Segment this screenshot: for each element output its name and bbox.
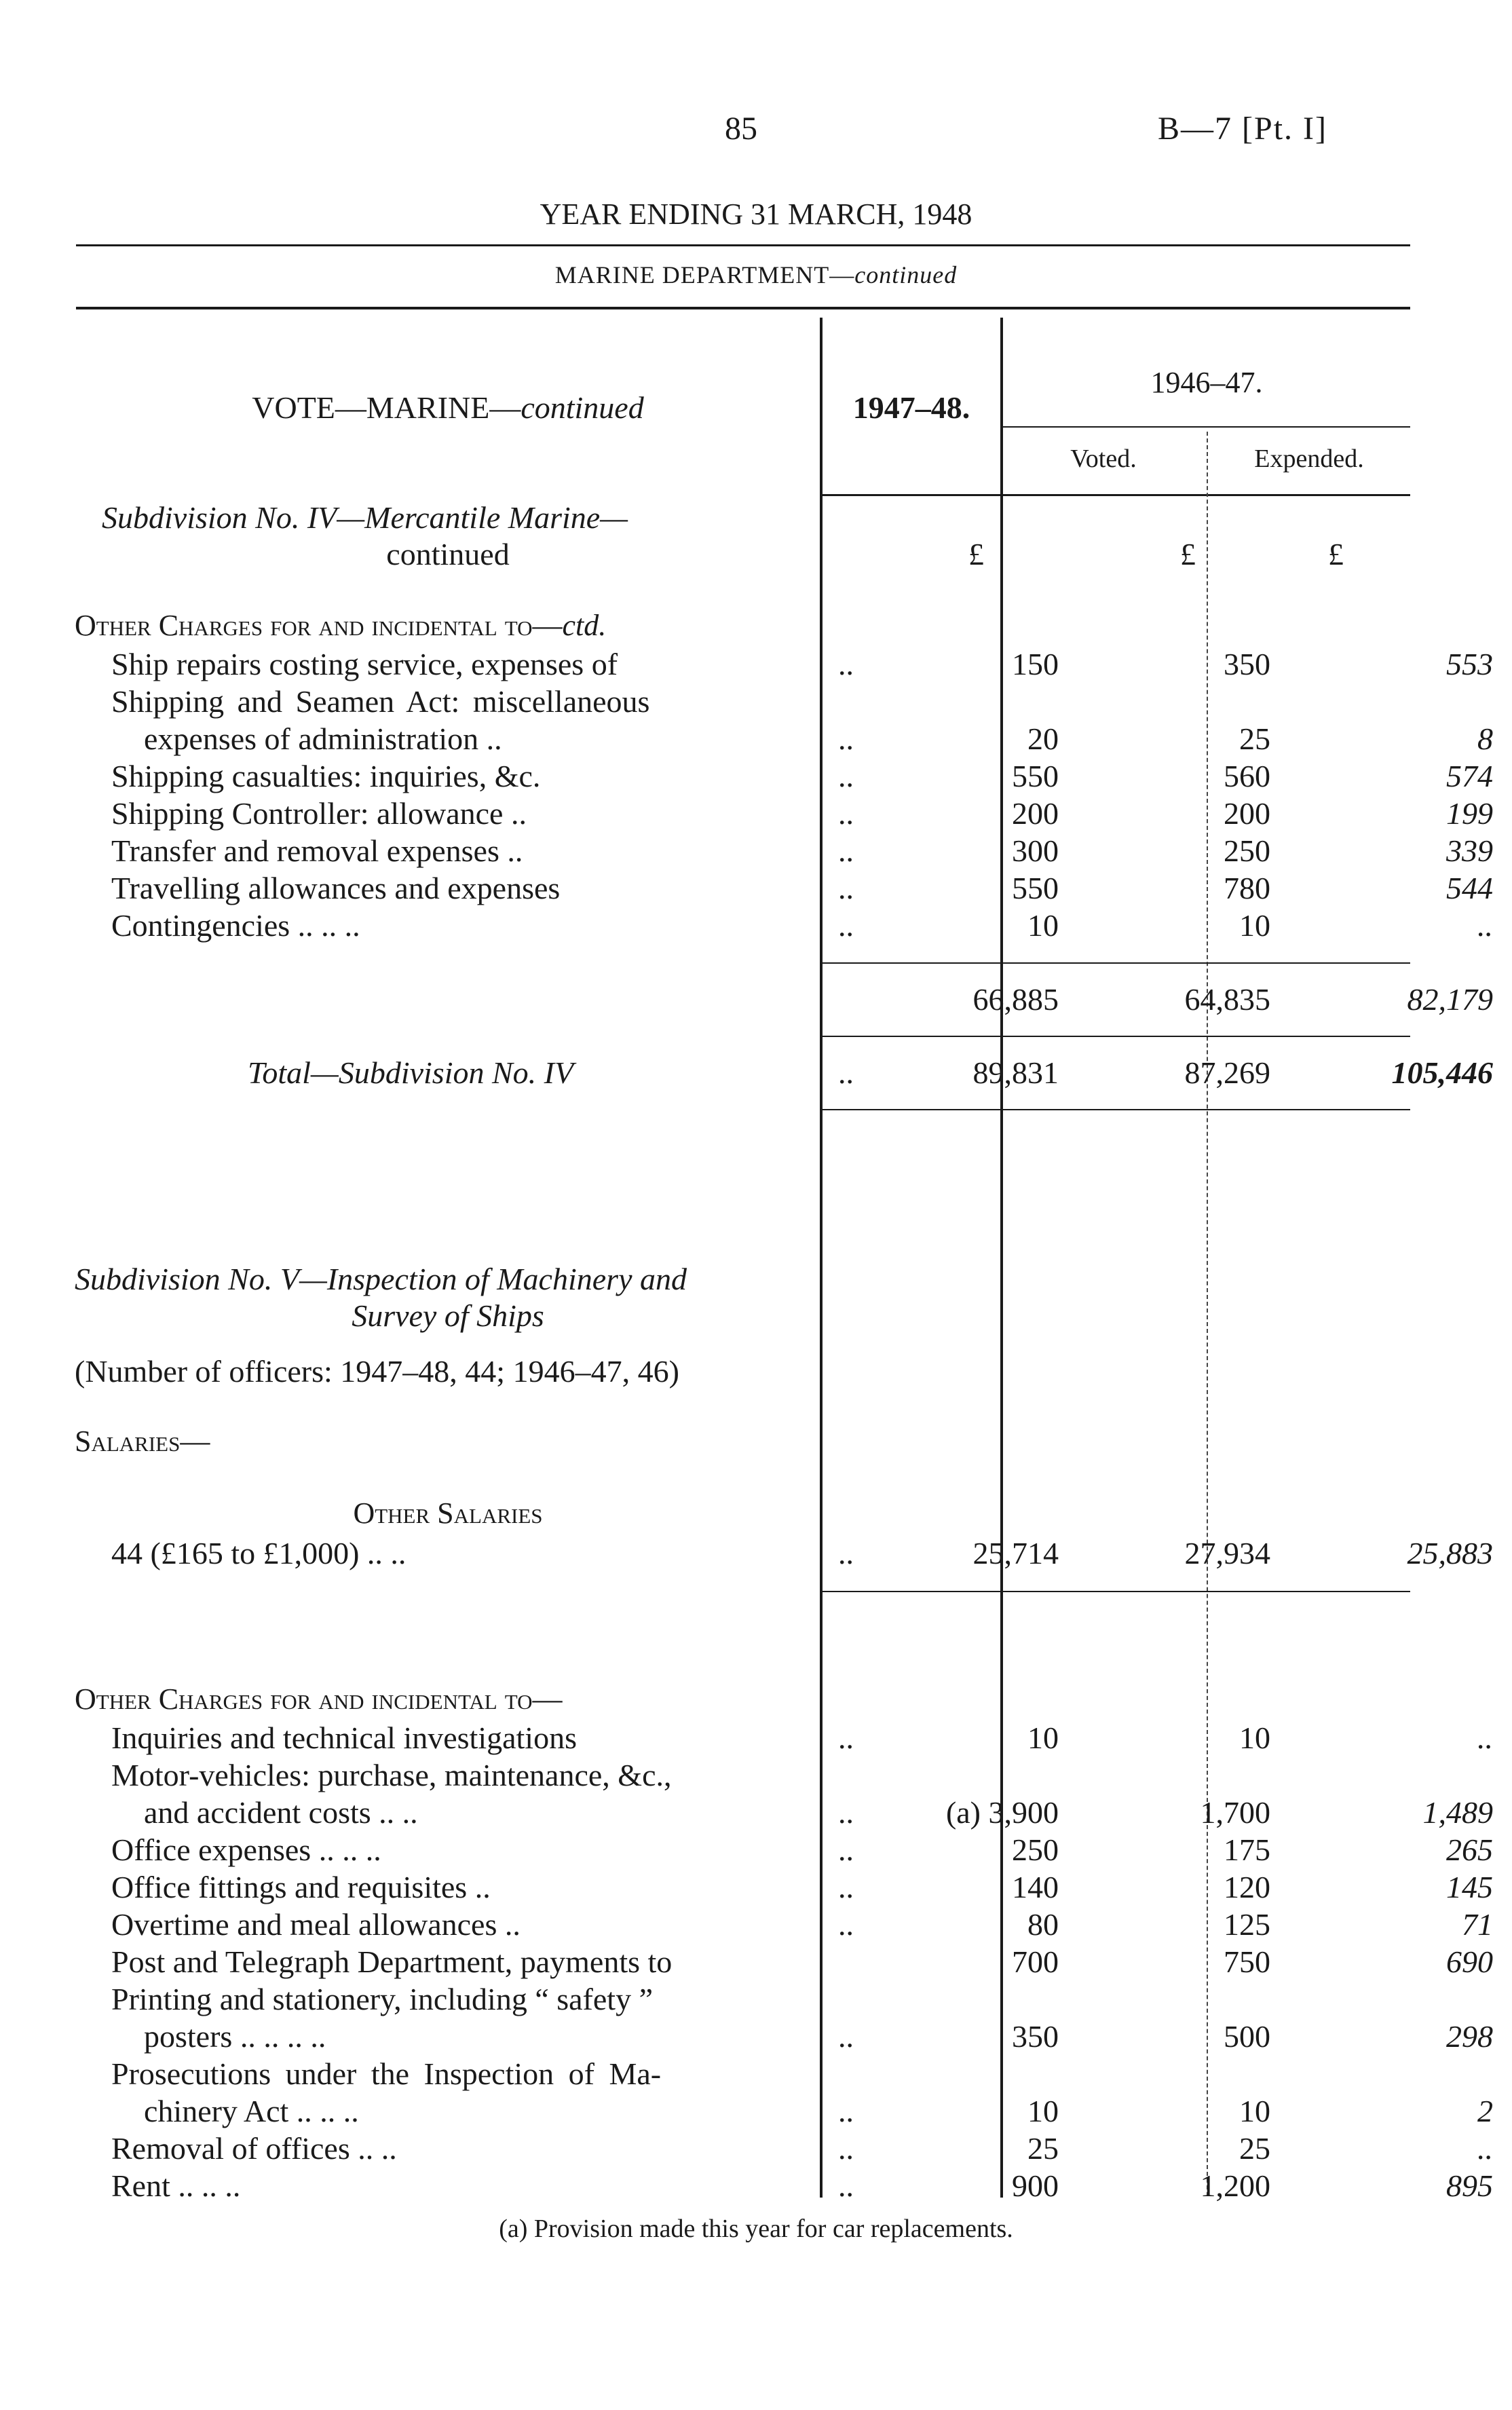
- currency-expended: £: [1328, 537, 1344, 571]
- leader-dots: ..: [838, 796, 854, 831]
- value-1947: 140: [1012, 1870, 1059, 1904]
- value-voted: 10: [1239, 1720, 1270, 1755]
- value-voted: 1,200: [1200, 2168, 1270, 2203]
- salaries-heading: Salaries—: [75, 1425, 210, 1458]
- subdivision-v-heading-line2: Survey of Ships: [352, 1298, 544, 1333]
- salary-rule: [823, 1591, 1410, 1592]
- other-charges-heading-iv: Other Charges for and incidental to—ctd.: [75, 609, 607, 642]
- value-expended: 265: [1446, 1832, 1493, 1867]
- table-row: [75, 907, 1493, 944]
- leader-dots: ..: [838, 1720, 854, 1755]
- value-voted: 200: [1224, 796, 1270, 831]
- row-label: posters .. .. .. ..: [144, 2019, 326, 2054]
- table-row: [75, 2130, 1493, 2167]
- value-voted: 175: [1224, 1832, 1270, 1867]
- table-row: [75, 1869, 1493, 1906]
- table-row: [75, 683, 1432, 720]
- row-label: Ship repairs costing service, expenses of: [111, 647, 618, 681]
- value-expended: ..: [1477, 2131, 1493, 2166]
- table-row: [75, 1944, 1493, 1980]
- value-1947: 25: [1027, 2131, 1059, 2166]
- value-expended: 544: [1446, 871, 1493, 905]
- salary-row: [75, 1535, 1493, 1572]
- row-label: Travelling allowances and expenses: [111, 871, 561, 905]
- value-voted: 125: [1224, 1907, 1270, 1942]
- value-expended: 895: [1446, 2168, 1493, 2203]
- column-1947-48: 1947–48.: [852, 390, 970, 425]
- value-voted: 25: [1239, 2131, 1270, 2166]
- value-expended: 2: [1477, 2094, 1493, 2128]
- table-row: [75, 2168, 1493, 2204]
- leader-dots: ..: [838, 871, 854, 905]
- value-1947: 80: [1027, 1907, 1059, 1942]
- leader-dots: ..: [838, 1536, 854, 1570]
- currency-voted: £: [1180, 537, 1196, 571]
- value-1947: 550: [1012, 759, 1059, 793]
- leader-dots: ..: [838, 1907, 854, 1942]
- value-voted: 10: [1239, 908, 1270, 943]
- value-1947: 250: [1012, 1832, 1059, 1867]
- leader-dots: ..: [838, 721, 854, 756]
- row-label: Post and Telegraph Department, payments to: [111, 1944, 673, 1979]
- subtotal-expended: 82,179: [1407, 982, 1493, 1017]
- department-title: MARINE DEPARTMENT—continued: [554, 261, 958, 288]
- table-row: [75, 758, 1493, 795]
- value-expended: 339: [1446, 833, 1493, 868]
- table-row: [75, 1757, 1432, 1794]
- value-1947: 150: [1012, 647, 1059, 681]
- row-label: 44 (£165 to £1,000) .. ..: [111, 1536, 407, 1570]
- page-number: 85: [725, 111, 757, 147]
- total-label: Total—Subdivision No. IV: [248, 1055, 574, 1090]
- value-voted: 250: [1224, 833, 1270, 868]
- table-row: [75, 721, 1493, 757]
- table-row: [75, 2018, 1493, 2055]
- value-voted: 500: [1224, 2019, 1270, 2054]
- leader-dots: ..: [838, 1832, 854, 1867]
- table-row: [75, 1832, 1493, 1868]
- row-label: and accident costs .. ..: [144, 1795, 418, 1830]
- row-label: Motor-vehicles: purchase, maintenance, &c.,: [111, 1758, 672, 1792]
- table-row: [75, 2093, 1493, 2130]
- value-1947: 10: [1027, 2094, 1059, 2128]
- value-expended: 8: [1477, 721, 1493, 756]
- leader-dots: ..: [838, 2168, 854, 2203]
- total-rule: [823, 1036, 1410, 1037]
- value-1947: (a) 3,900: [945, 1795, 1059, 1830]
- value-voted: 350: [1224, 647, 1270, 681]
- row-label: Office fittings and requisites ..: [111, 1870, 491, 1904]
- column-expended: Expended.: [1254, 445, 1364, 473]
- value-voted: 750: [1224, 1944, 1270, 1979]
- table-row: [75, 833, 1493, 869]
- total-bottom-rule: [823, 1109, 1410, 1110]
- value-expended: 71: [1462, 1907, 1493, 1942]
- row-label: Inquiries and technical investigations: [111, 1720, 577, 1755]
- other-charges-heading-v: Other Charges for and incidental to—: [75, 1682, 563, 1716]
- page-title: YEAR ENDING 31 MARCH, 1948: [540, 197, 972, 231]
- currency-1947: £: [968, 537, 984, 571]
- value-expended: 690: [1446, 1944, 1493, 1979]
- row-label: expenses of administration ..: [144, 721, 502, 756]
- leader-dots: ..: [838, 1055, 854, 1090]
- total-expended: 105,446: [1391, 1055, 1493, 1090]
- table-row: [75, 646, 1493, 683]
- value-expended: 574: [1446, 759, 1493, 793]
- column-1946-47: 1946–47.: [1150, 366, 1263, 399]
- row-label: Contingencies .. .. ..: [111, 908, 360, 943]
- table-row: [75, 1906, 1493, 1943]
- row-label: Removal of offices .. ..: [111, 2131, 397, 2166]
- column-voted: Voted.: [1070, 445, 1137, 473]
- value-1947: 300: [1012, 833, 1059, 868]
- leader-dots: ..: [838, 759, 854, 793]
- leader-dots: ..: [838, 833, 854, 868]
- value-voted: 25: [1239, 721, 1270, 756]
- row-label: Overtime and meal allowances ..: [111, 1907, 521, 1942]
- row-label: Shipping casualties: inquiries, &c.: [111, 759, 541, 793]
- value-voted: 780: [1224, 871, 1270, 905]
- value-expended: 1,489: [1422, 1795, 1493, 1830]
- subdivision-iv-heading: Subdivision No. IV—Mercantile Marine—: [102, 500, 628, 535]
- value-1947: 350: [1012, 2019, 1059, 2054]
- table-row: [75, 870, 1493, 907]
- subdivision-iv-continued: continued: [386, 537, 510, 571]
- value-expended: ..: [1477, 1720, 1493, 1755]
- row-label: Shipping Controller: allowance ..: [111, 796, 527, 831]
- table-row: [75, 1794, 1493, 1831]
- value-1947: 550: [1012, 871, 1059, 905]
- total-row: [75, 1055, 1493, 1091]
- subtotal-rule: [823, 962, 1410, 964]
- table-row: [75, 2056, 1432, 2092]
- value-voted: 560: [1224, 759, 1270, 793]
- row-label: Rent .. .. ..: [111, 2168, 241, 2203]
- subtotal-1947: 66,885: [972, 982, 1059, 1017]
- leader-dots: ..: [838, 2094, 854, 2128]
- leader-dots: ..: [838, 1870, 854, 1904]
- total-1947: 89,831: [972, 1055, 1059, 1090]
- value-expended: 145: [1446, 1870, 1493, 1904]
- value-1947: 20: [1027, 721, 1059, 756]
- value-voted: 120: [1224, 1870, 1270, 1904]
- table-row: [75, 1720, 1493, 1756]
- leader-dots: ..: [838, 908, 854, 943]
- row-label: Printing and stationery, including “ safety ”: [111, 1982, 653, 2016]
- leader-dots: ..: [838, 1795, 854, 1830]
- row-label: chinery Act .. .. ..: [144, 2094, 359, 2128]
- value-expended: 553: [1446, 647, 1493, 681]
- value-expended: 298: [1446, 2019, 1493, 2054]
- value-1947: 25,714: [972, 1536, 1059, 1570]
- value-voted: 10: [1239, 2094, 1270, 2128]
- value-voted: 27,934: [1184, 1536, 1270, 1570]
- value-expended: 199: [1446, 796, 1493, 831]
- value-1947: 900: [1012, 2168, 1059, 2203]
- subtotal-voted: 64,835: [1184, 982, 1270, 1017]
- document-reference: B—7 [Pt. I]: [1158, 111, 1327, 147]
- value-voted: 1,700: [1200, 1795, 1270, 1830]
- value-1947: 700: [1012, 1944, 1059, 1979]
- table-row: [75, 795, 1493, 832]
- vote-heading: VOTE—MARINE—continued: [252, 390, 644, 425]
- value-expended: ..: [1477, 908, 1493, 943]
- value-expended: 25,883: [1407, 1536, 1493, 1570]
- title-rule-top: [76, 244, 1410, 246]
- subtotal-row: [75, 981, 1493, 1018]
- subdivision-v-heading: Subdivision No. V—Inspection of Machinery and: [75, 1262, 687, 1296]
- row-label: Office expenses .. .. ..: [111, 1832, 381, 1867]
- leader-dots: ..: [838, 2019, 854, 2054]
- total-voted: 87,269: [1184, 1055, 1270, 1090]
- row-label: Shipping and Seamen Act: miscellaneous: [111, 684, 650, 719]
- value-1947: 10: [1027, 1720, 1059, 1755]
- voted-expended-rule: [1003, 426, 1410, 428]
- title-rule-bottom: [76, 307, 1410, 309]
- number-of-officers: (Number of officers: 1947–48, 44; 1946–47, 46): [75, 1354, 679, 1389]
- row-label: Transfer and removal expenses ..: [111, 833, 523, 868]
- leader-dots: ..: [838, 2131, 854, 2166]
- header-bottom-rule: [823, 494, 1410, 496]
- footnote: (a) Provision made this year for car replacements.: [499, 2215, 1013, 2243]
- row-label: Prosecutions under the Inspection of Ma-: [111, 2056, 662, 2091]
- value-1947: 10: [1027, 908, 1059, 943]
- leader-dots: ..: [838, 647, 854, 681]
- other-salaries-heading: Other Salaries: [353, 1496, 543, 1530]
- value-1947: 200: [1012, 796, 1059, 831]
- table-row: [75, 1981, 1432, 2018]
